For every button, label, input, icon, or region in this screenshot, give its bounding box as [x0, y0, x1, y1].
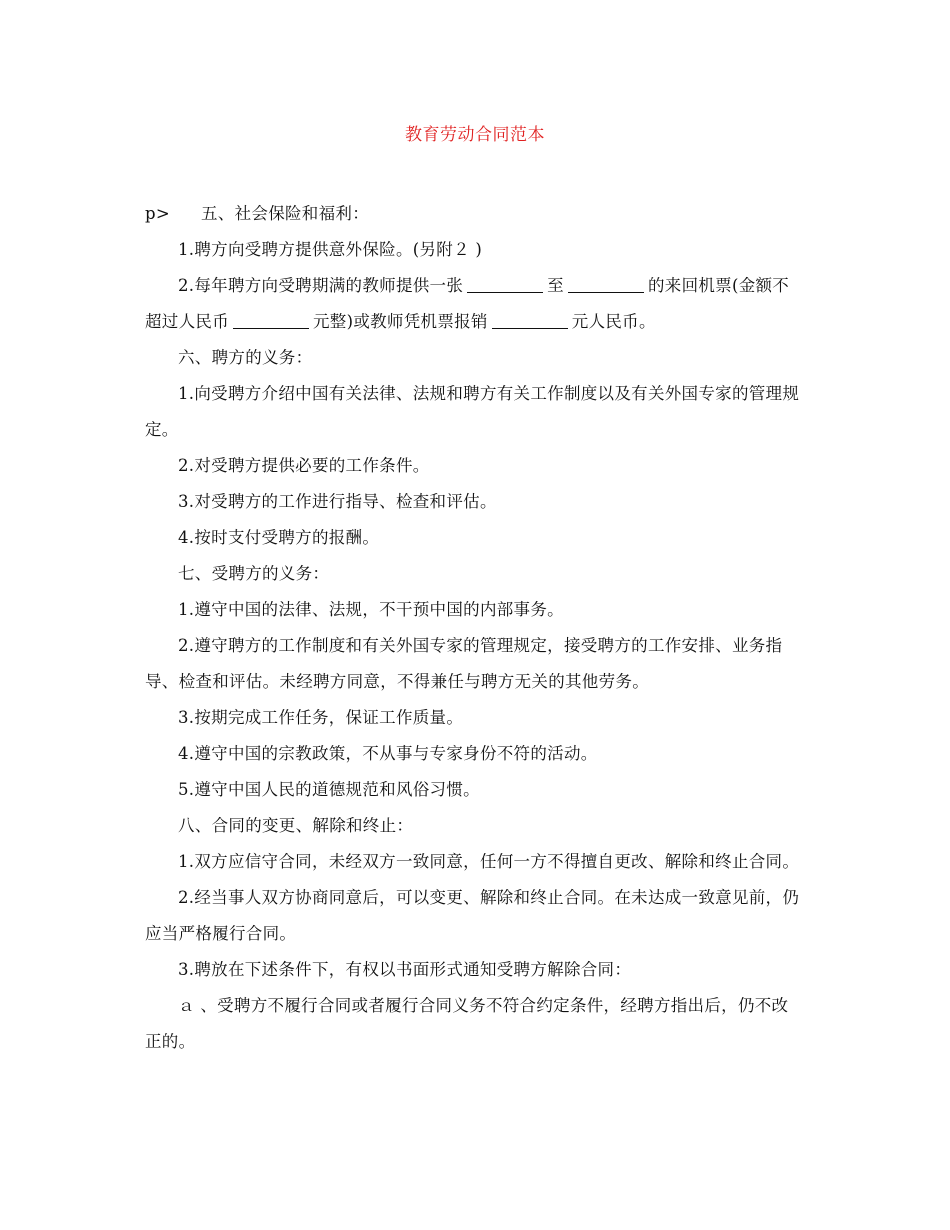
s5-item2-part5: 元人民币。: [571, 312, 656, 331]
section6-heading: 六、聘方的义务：: [178, 348, 313, 367]
section5-item-2: [145, 268, 805, 340]
section5-heading: [145, 196, 805, 232]
s5-item2-part2: 至: [547, 276, 564, 295]
section7-heading: 七、受聘方的义务：: [178, 564, 330, 583]
section6-item-2: 2.对受聘方提供必要的工作条件。: [178, 456, 430, 475]
section7-item-1: 1.遵守中国的法律、法规，不干预中国的内部事务。: [178, 600, 564, 619]
section8-item-3: 3.聘放在下述条件下，有权以书面形式通知受聘方解除合同：: [178, 960, 632, 979]
lead-text: p>: [145, 204, 170, 223]
section8-heading: 八、合同的变更、解除和终止：: [178, 816, 414, 835]
section7-item-4: 4.遵守中国的宗教政策，不从事与专家身份不符的活动。: [178, 744, 598, 763]
s5-item2-part1: 2.每年聘方向受聘期满的教师提供一张: [178, 276, 464, 295]
s5-item2-part4: 元整)或教师凭机票报销: [313, 312, 488, 331]
section8-item-2: 2.经当事人双方协商同意后，可以变更、解除和终止合同。在未达成一致意见前，仍应当严格履行合同。: [145, 888, 800, 943]
section7-item-3: 3.按期完成工作任务，保证工作质量。: [178, 708, 464, 727]
section5-heading-text: 五、社会保险和福利：: [201, 204, 369, 223]
s5-item2-part3: 的来回机票(金额不超过人民币: [145, 276, 790, 331]
section7-item-5: 5.遵守中国人民的道德规范和风俗习惯。: [178, 780, 480, 799]
blank-line: [467, 276, 543, 293]
section5-item-1: 1.聘方向受聘方提供意外保险。(另附２ ): [178, 240, 483, 259]
section8-item-1: 1.双方应信守合同，未经双方一致同意，任何一方不得擅自更改、解除和终止合同。: [178, 852, 800, 871]
section8-item-3a: ａ 、受聘方不履行合同或者履行合同义务不符合约定条件，经聘方指出后，仍不改正的。: [145, 996, 789, 1051]
document-body: [145, 196, 805, 1060]
section6-item-4: 4.按时支付受聘方的报酬。: [178, 528, 380, 547]
section6-item-3: 3.对受聘方的工作进行指导、检查和评估。: [178, 492, 497, 511]
blank-line: [492, 312, 568, 329]
document-title: 教育劳动合同范本: [405, 125, 545, 145]
section7-item-2: 2.遵守聘方的工作制度和有关外国专家的管理规定，接受聘方的工作安排、业务指导、检查和评估。未经聘方同意，不得兼任与聘方无关的其他劳务。: [145, 636, 783, 691]
blank-line: [568, 276, 644, 293]
section6-item-1: 1.向受聘方介绍中国有关法律、法规和聘方有关工作制度以及有关外国专家的管理规定。: [145, 384, 800, 439]
blank-line: [233, 312, 309, 329]
